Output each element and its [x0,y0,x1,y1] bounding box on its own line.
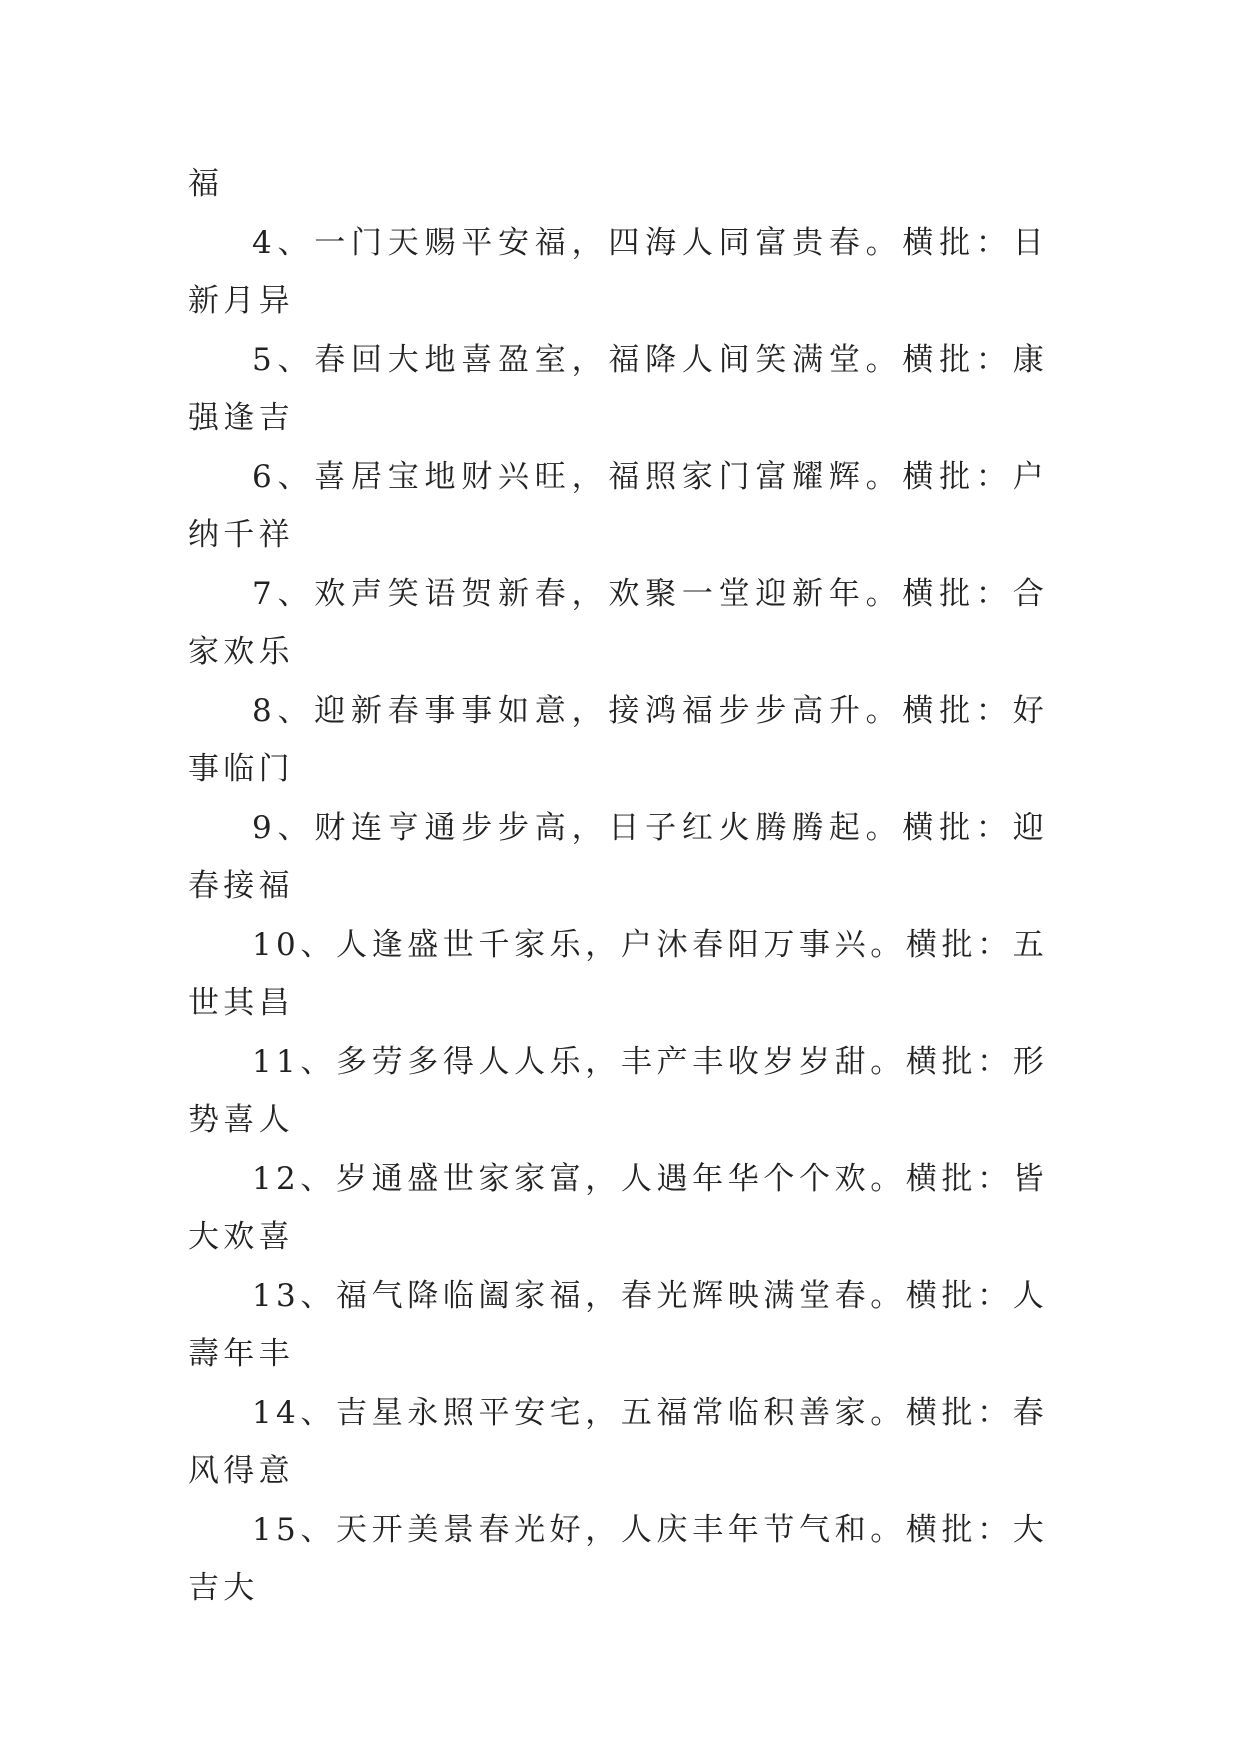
couplet-item-10: 10、人逢盛世千家乐，户沐春阳万事兴。横批：五世其昌 [188,926,1048,1021]
document-body [188,155,1048,1618]
couplet-item-11: 11、多劳多得人人乐，丰产丰收岁岁甜。横批：形势喜人 [188,1043,1048,1138]
couplet-item-7: 7、欢声笑语贺新春，欢聚一堂迎新年。横批：合家欢乐 [188,575,1048,670]
couplet-item-13: 13、福气降临阖家福，春光辉映满堂春。横批：人壽年丰 [188,1277,1048,1372]
couplet-item-8: 8、迎新春事事如意，接鸿福步步高升。横批：好事临门 [188,692,1048,787]
couplet-item-9: 9、财连亨通步步高，日子红火腾腾起。横批：迎春接福 [188,809,1048,904]
leading-fragment: 福 [188,166,224,202]
couplet-item-5: 5、春回大地喜盈室，福降人间笑满堂。横批：康强逢吉 [188,341,1048,436]
couplet-item-4: 4、一门天赐平安福，四海人同富贵春。横批：日新月异 [188,224,1048,319]
couplet-item-15: 15、天开美景春光好，人庆丰年节气和。横批：大吉大 [188,1511,1048,1606]
couplet-item-6: 6、喜居宝地财兴旺，福照家门富耀辉。横批：户纳千祥 [188,458,1048,553]
couplet-item-14: 14、吉星永照平安宅，五福常临积善家。横批：春风得意 [188,1394,1048,1489]
couplet-item-12: 12、岁通盛世家家富，人遇年华个个欢。横批：皆大欢喜 [188,1160,1048,1255]
